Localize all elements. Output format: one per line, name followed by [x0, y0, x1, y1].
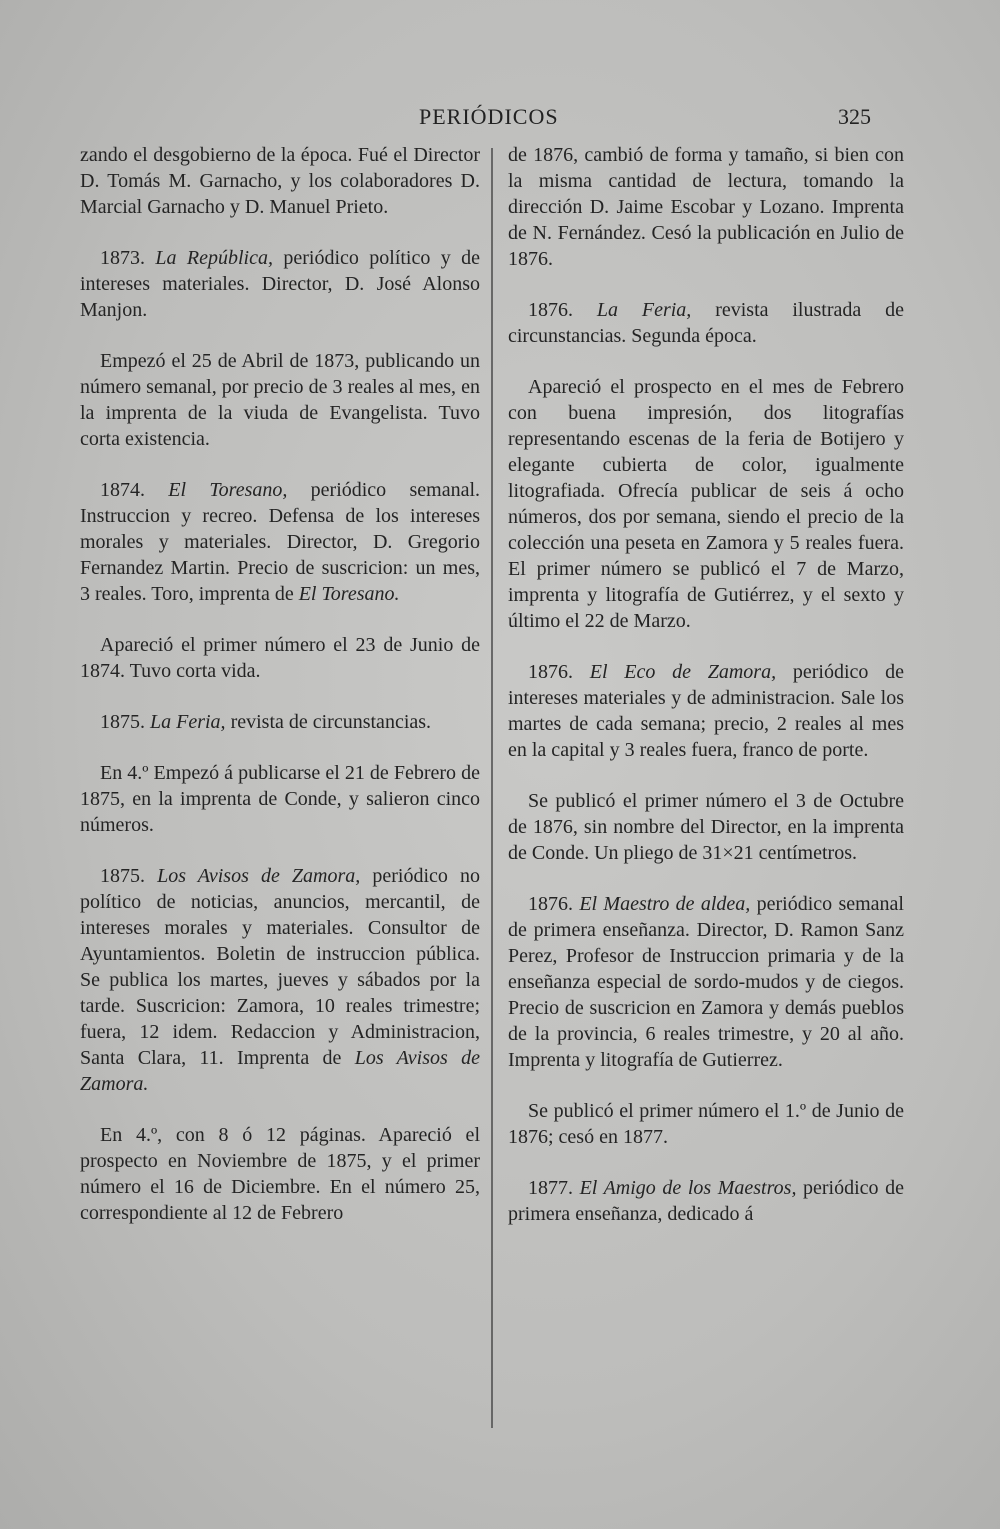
entry-1874-el-toresano [80, 477, 480, 607]
entry-year: 1876. [528, 893, 573, 915]
entry-year: 1874. [100, 479, 145, 501]
entry-year: 1876. [528, 299, 573, 321]
entry-year: 1875. [100, 711, 145, 733]
paragraph-continuation: de 1876, cambió de forma y tamaño, si bien con la misma cantidad de lectura, tomando la dirección D. Jaime Escobar y Lozano. Imprenta de N. Fernández. Cesó la publicación en Julio de 1876. [508, 144, 904, 270]
entry-year: 1873. [100, 247, 145, 269]
entry-year: 1877. [528, 1177, 573, 1199]
entry-1875-la-feria [80, 709, 480, 735]
entry-description: periódico de primera enseñanza, dedicado á [508, 1177, 904, 1225]
left-column [80, 142, 480, 1251]
entry-title: El Toresano, [168, 479, 288, 501]
entry-description: periódico semanal. Instruccion y recreo. Defensa de los intereses morales y materiales. Director, D. Gregorio Fernandez Martin. Precio de suscricion: un mes, 3 reales. Toro, imprenta de [80, 479, 480, 605]
entry-description: periódico político y de intereses materiales. Director, D. José Alonso Manjon. [80, 247, 481, 321]
running-title: PERIÓDICOS [419, 104, 559, 129]
entry-1873-la-republica [80, 245, 480, 323]
entry-title: Los Avisos de Zamora, [157, 865, 361, 887]
entry-1876-la-feria [508, 297, 904, 349]
page-header [0, 104, 1000, 138]
entry-1876-el-maestro [508, 891, 904, 1073]
entry-1877-el-amigo [508, 1175, 904, 1227]
entry-title: El Maestro de aldea, [579, 893, 751, 915]
paragraph-1876-maestro-notes: Se publicó el primer número el 1.º de Junio de 1876; cesó en 1877. [508, 1100, 904, 1148]
paragraph-1874-notes: Apareció el primer número el 23 de Junio de 1874. Tuvo corta vida. [80, 634, 480, 682]
paragraph-1875-avisos-notes: En 4.º, con 8 ó 12 páginas. Apareció el prospecto en Noviembre de 1875, y el primer número el 16 de Diciembre. En el número 25, correspondiente al 12 de Febrero [80, 1124, 480, 1224]
page-number: 325 [838, 104, 871, 129]
entry-imprint: Los Avisos de Zamora. [80, 1047, 480, 1095]
entry-title: El Eco de Zamora, [589, 661, 777, 683]
paragraph-1875-feria-notes: En 4.º Empezó á publicarse el 21 de Febrero de 1875, en la imprenta de Conde, y salieron cinco números. [80, 762, 480, 836]
entry-description: revista de circunstancias. [225, 711, 432, 733]
entry-title: La Feria, [596, 299, 692, 321]
paragraph-1876-feria-notes: Apareció el prospecto en el mes de Febrero con buena impresión, dos litografías representando escenas de la feria de Botijero y elegante cubierta de color, igualmente litografiada. Ofrecía publicar de seis á ocho números, dos por semana, siendo el precio de la colección una peseta en Zamora y 5 reales fuera. El primer número se publicó el 7 de Marzo, imprenta y litografía de Gutiérrez, y el sexto y último el 22 de Marzo. [508, 376, 904, 632]
entry-description: revista ilustrada de circunstancias. Segunda época. [508, 299, 904, 347]
entry-description: periódico semanal de primera enseñanza. Director, D. Ramon Sanz Perez, Profesor de Instruccion primaria y de la enseñanza especial de sordo-mudos y de ciegos. Precio de suscricion en Zamora y demás pueblos de la provincia, 6 reales trimestre, y 20 al año. Imprenta y litografía de Gutierrez. [508, 893, 904, 1071]
entry-1876-el-eco [508, 659, 904, 763]
entry-title: El Amigo de los Maestros, [579, 1177, 797, 1199]
entry-description: periódico no político de noticias, anuncios, mercantil, de intereses morales y materiales. Consultor de Ayuntamientos. Boletin de instruccion pública. Se publica los martes, jueves y sábados por la tarde. Suscricion: Zamora, 10 reales trimestre; fuera, 12 idem. Redaccion y Administracion, Santa Clara, 11. Imprenta de [80, 865, 481, 1069]
entry-title: La República, [155, 247, 273, 269]
paragraph-1873-notes: Empezó el 25 de Abril de 1873, publicando un número semanal, por precio de 3 reales al mes, en la imprenta de la viuda de Evangelista. Tuvo corta existencia. [80, 350, 480, 450]
entry-description: periódico de intereses materiales y de administracion. Sale los martes de cada semana; precio, 2 reales al mes en la capital y 3 reales fuera, franco de porte. [508, 661, 904, 761]
entry-year: 1876. [528, 661, 573, 683]
entry-1875-los-avisos [80, 863, 480, 1097]
paragraph-continuation: zando el desgobierno de la época. Fué el Director D. Tomás M. Garnacho, y los colaboradores D. Marcial Garnacho y D. Manuel Prieto. [80, 144, 480, 218]
entry-title: La Feria, [150, 711, 226, 733]
entry-year: 1875. [100, 865, 145, 887]
paragraph-1876-eco-notes: Se publicó el primer número el 3 de Octubre de 1876, sin nombre del Director, en la imprenta de Conde. Un pliego de 31×21 centímetros. [508, 790, 904, 864]
entry-imprint: El Toresano. [298, 583, 400, 605]
right-column [508, 142, 904, 1252]
column-divider [491, 148, 493, 1428]
